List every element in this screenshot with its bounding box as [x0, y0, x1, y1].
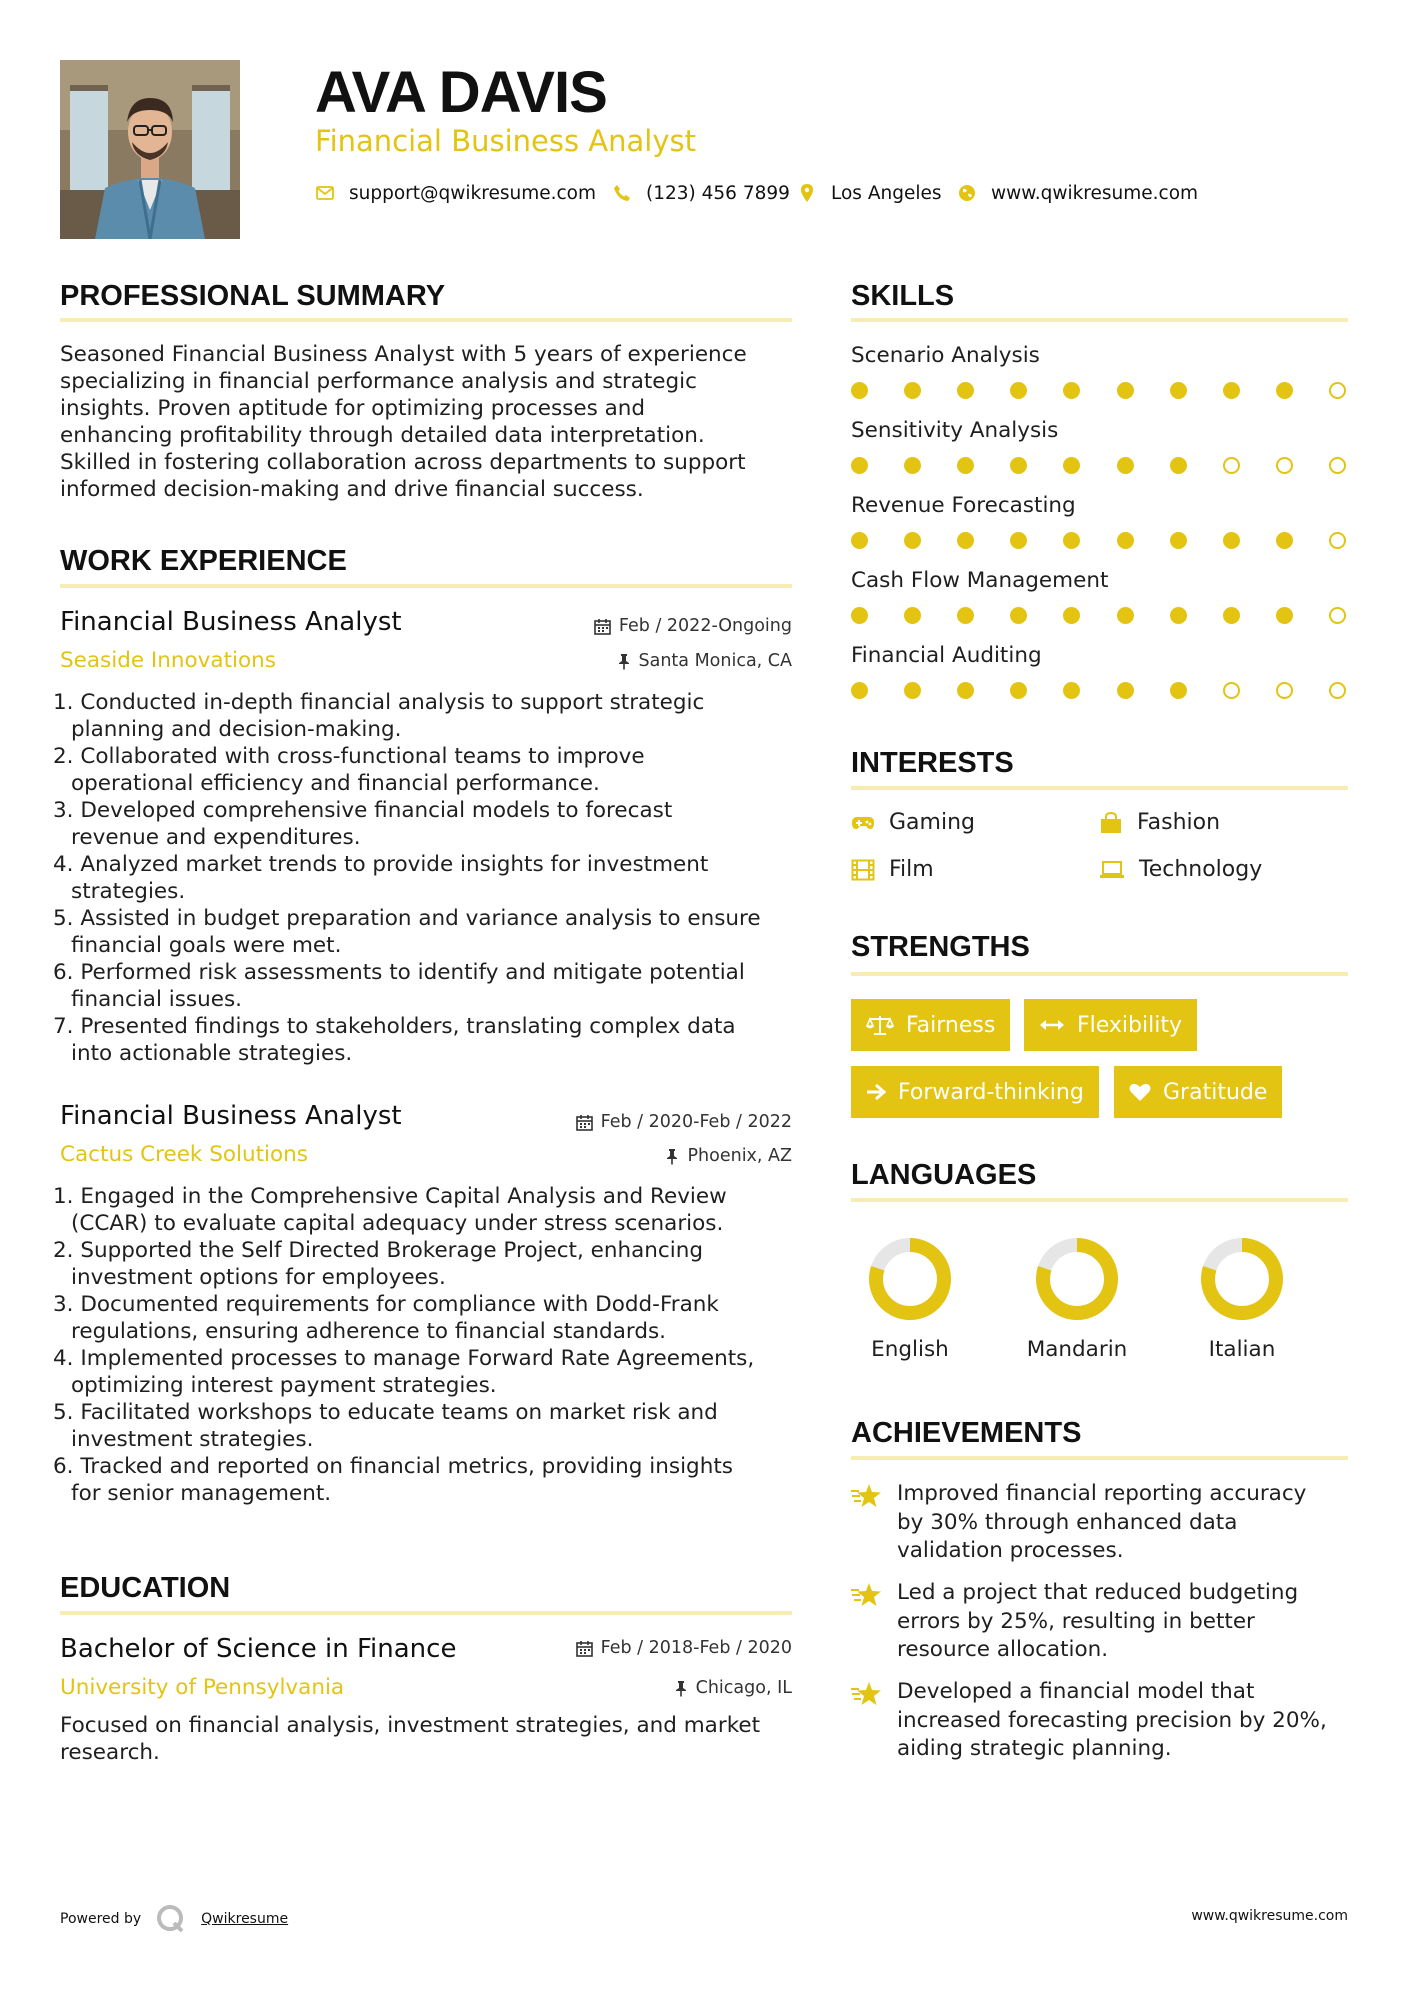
list-item: [53, 1453, 813, 1507]
rating-dot-filled: [1063, 532, 1080, 549]
education-date: [480, 1636, 792, 1660]
rating-dot-filled: [1010, 382, 1027, 399]
candidate-title: Financial Business Analyst: [315, 124, 696, 158]
degree-title: Bachelor of Science in Finance: [60, 1634, 457, 1664]
pin-icon: [665, 1148, 679, 1165]
rating-dot-filled: [904, 607, 921, 624]
map-pin-icon: [797, 183, 817, 203]
skill-rating: [851, 607, 1346, 624]
achievement-text: [897, 1678, 1327, 1764]
rating-dot-filled: [1010, 532, 1027, 549]
interest-label: Gaming: [889, 810, 975, 835]
contact-phone[interactable]: [612, 178, 790, 208]
list-line: revenue and expenditures.: [71, 825, 361, 850]
list-item: [53, 797, 813, 851]
rating-dot-filled: [1117, 532, 1134, 549]
rating-dot-filled: [904, 382, 921, 399]
language-donut: [840, 1234, 980, 1324]
list-line: financial goals were met.: [71, 933, 342, 958]
education-line: Focused on financial analysis, investment strategies, and market: [60, 1713, 761, 1738]
rating-dot-filled: [904, 532, 921, 549]
gamepad-icon: [851, 814, 875, 832]
calendar-icon: [576, 1640, 593, 1657]
list-line: into actionable strategies.: [71, 1041, 353, 1066]
achievement-line: validation processes.: [897, 1538, 1124, 1563]
calendar-icon: [594, 618, 611, 635]
rating-dot-filled: [957, 607, 974, 624]
profile-photo: [60, 60, 240, 239]
list-line: optimizing interest payment strategies.: [71, 1373, 497, 1398]
rating-dot-filled: [904, 457, 921, 474]
footer-website[interactable]: www.qwikresume.com: [1191, 1908, 1348, 1924]
strength-label: Forward-thinking: [898, 1079, 1084, 1105]
list-line: 7. Presented findings to stakeholders, translating complex data: [53, 1014, 736, 1039]
rating-dot-filled: [851, 607, 868, 624]
envelope-icon: [315, 183, 335, 203]
laptop-icon: [1099, 860, 1125, 880]
rating-dot-filled: [1170, 532, 1187, 549]
list-line: for senior management.: [71, 1481, 332, 1506]
rating-dot-empty: [1276, 682, 1293, 699]
job-bullets: [53, 689, 813, 1067]
rating-dot-filled: [1010, 607, 1027, 624]
job-location-text: Santa Monica, CA: [638, 651, 792, 671]
interest-fashion: [1099, 809, 1220, 837]
skill-item: [851, 417, 1346, 474]
contact-website[interactable]: [957, 178, 1198, 208]
rating-dot-filled: [1276, 607, 1293, 624]
company-name: Seaside Innovations: [60, 648, 276, 673]
strength-tag-flexibility: [1024, 999, 1197, 1051]
list-line: 1. Engaged in the Comprehensive Capital Analysis and Review: [53, 1184, 727, 1209]
summary-line: specializing in financial performance analysis and strategic: [60, 369, 697, 394]
list-line: investment options for employees.: [71, 1265, 446, 1290]
job-title: Financial Business Analyst: [60, 1101, 402, 1131]
interest-film: [851, 856, 934, 884]
education-description: [60, 1712, 820, 1766]
strength-tag-gratitude: [1114, 1066, 1282, 1118]
skill-rating: [851, 457, 1346, 474]
rating-dot-filled: [957, 457, 974, 474]
contact-email[interactable]: [315, 178, 596, 208]
rating-dot-filled: [1063, 382, 1080, 399]
skill-label: Sensitivity Analysis: [851, 418, 1059, 443]
strength-tag-forward-thinking: [851, 1066, 1099, 1118]
job-date: [480, 1110, 792, 1134]
language-label: Mandarin: [1026, 1337, 1128, 1362]
arrows-horizontal-icon: [1039, 1018, 1065, 1032]
interests-divider: [851, 786, 1348, 790]
job-date-text: Feb / 2020-Feb / 2022: [600, 1112, 792, 1132]
achievement-item: [851, 1480, 1351, 1566]
rating-dot-filled: [1276, 532, 1293, 549]
list-item: [53, 905, 813, 959]
rating-dot-filled: [1063, 457, 1080, 474]
list-line: investment strategies.: [71, 1427, 314, 1452]
powered-by: [60, 1903, 288, 1935]
star-icon: [851, 1582, 883, 1608]
rating-dot-empty: [1329, 382, 1346, 399]
list-line: 3. Developed comprehensive financial models to forecast: [53, 798, 673, 823]
interest-label: Film: [889, 857, 934, 882]
list-item: [53, 1345, 813, 1399]
job-bullets: [53, 1183, 813, 1507]
achievement-line: increased forecasting precision by 20%,: [897, 1707, 1327, 1733]
rating-dot-filled: [851, 682, 868, 699]
language-item: [1007, 1234, 1147, 1364]
rating-dot-empty: [1329, 682, 1346, 699]
arrow-right-icon: [866, 1083, 886, 1101]
list-line: 2. Supported the Self Directed Brokerage Project, enhancing: [53, 1238, 703, 1263]
skill-item: [851, 342, 1346, 399]
list-item: [53, 959, 813, 1013]
language-label: English: [871, 1337, 949, 1362]
list-line: 1. Conducted in-depth financial analysis to support strategic: [53, 690, 705, 715]
rating-dot-filled: [1170, 607, 1187, 624]
list-item: [53, 689, 813, 743]
summary-text: [60, 341, 800, 503]
list-item: [53, 743, 813, 797]
film-icon: [851, 859, 875, 881]
location-text: Los Angeles: [831, 182, 942, 204]
achievement-line: Improved financial reporting accuracy: [897, 1481, 1307, 1506]
rating-dot-filled: [1010, 682, 1027, 699]
list-line: 4. Analyzed market trends to provide insights for investment: [53, 852, 709, 877]
powered-by-text: Powered by: [60, 1911, 142, 1927]
rating-dot-filled: [904, 682, 921, 699]
job-date: [480, 614, 792, 638]
rating-dot-filled: [1063, 607, 1080, 624]
experience-divider: [60, 584, 792, 588]
interests-heading: INTERESTS: [851, 747, 1014, 779]
rating-dot-filled: [851, 532, 868, 549]
phone-icon: [612, 183, 632, 203]
job-location: [480, 649, 792, 673]
rating-dot-empty: [1223, 457, 1240, 474]
job-location: [480, 1144, 792, 1168]
heart-icon: [1129, 1082, 1151, 1102]
skill-label: Financial Auditing: [851, 643, 1042, 668]
skill-label: Revenue Forecasting: [851, 493, 1076, 518]
languages-divider: [851, 1198, 1348, 1202]
skill-item: [851, 492, 1346, 549]
rating-dot-empty: [1223, 682, 1240, 699]
list-line: strategies.: [71, 879, 186, 904]
skill-rating: [851, 532, 1346, 549]
achievement-item: [851, 1579, 1351, 1665]
list-line: regulations, ensuring adherence to financial standards.: [71, 1319, 667, 1344]
summary-line: enhancing profitability through detailed data interpretation.: [60, 423, 705, 448]
rating-dot-filled: [1170, 382, 1187, 399]
list-line: 2. Collaborated with cross-functional teams to improve: [53, 744, 645, 769]
rating-dot-filled: [1010, 457, 1027, 474]
strengths-heading: STRENGTHS: [851, 931, 1030, 963]
achievements-divider: [851, 1456, 1348, 1460]
skill-item: [851, 642, 1346, 699]
list-item: [53, 1183, 813, 1237]
rating-dot-filled: [1117, 607, 1134, 624]
education-heading: EDUCATION: [60, 1572, 231, 1604]
language-donut: [1172, 1234, 1312, 1324]
list-item: [53, 1237, 813, 1291]
skill-rating: [851, 682, 1346, 699]
job-title: Financial Business Analyst: [60, 607, 402, 637]
summary-heading: PROFESSIONAL SUMMARY: [60, 280, 446, 312]
achievement-text: [897, 1480, 1306, 1566]
skills-heading: SKILLS: [851, 280, 955, 312]
star-icon: [851, 1681, 883, 1707]
list-item: [53, 1291, 813, 1345]
strength-label: Flexibility: [1077, 1012, 1182, 1038]
rating-dot-filled: [1117, 682, 1134, 699]
skill-rating: [851, 382, 1346, 399]
achievement-line: errors by 25%, resulting in better: [897, 1608, 1255, 1634]
skill-label: Cash Flow Management: [851, 568, 1109, 593]
job-date-text: Feb / 2022-Ongoing: [618, 616, 792, 636]
rating-dot-filled: [1063, 682, 1080, 699]
language-item: [1172, 1234, 1312, 1364]
list-item: [53, 1013, 813, 1067]
skill-item: [851, 567, 1346, 624]
list-line: (CCAR) to evaluate capital adequacy under stress scenarios.: [71, 1211, 724, 1236]
phone-text: (123) 456 7899: [646, 182, 790, 204]
strength-tag-fairness: [851, 999, 1010, 1051]
list-line: 4. Implemented processes to manage Forward Rate Agreements,: [53, 1346, 755, 1371]
list-line: 5. Assisted in budget preparation and variance analysis to ensure: [53, 906, 761, 931]
list-line: 3. Documented requirements for compliance with Dodd-Frank: [53, 1292, 719, 1317]
experience-heading: WORK EXPERIENCE: [60, 545, 347, 577]
strength-label: Gratitude: [1163, 1079, 1268, 1105]
list-line: 6. Performed risk assessments to identify and mitigate potential: [53, 960, 745, 985]
rating-dot-filled: [1117, 457, 1134, 474]
strengths-divider: [851, 972, 1348, 976]
list-item: [53, 1399, 813, 1453]
rating-dot-filled: [1276, 382, 1293, 399]
achievement-item: [851, 1678, 1351, 1764]
list-line: financial issues.: [71, 987, 243, 1012]
rating-dot-filled: [1117, 382, 1134, 399]
achievement-line: aiding strategic planning.: [897, 1736, 1172, 1761]
summary-line: Skilled in fostering collaboration across departments to support: [60, 450, 746, 475]
school-name: University of Pennsylvania: [60, 1675, 345, 1700]
achievement-line: by 30% through enhanced data: [897, 1509, 1238, 1535]
education-line: research.: [60, 1740, 160, 1765]
skills-divider: [851, 318, 1348, 322]
rating-dot-filled: [957, 382, 974, 399]
website-text: www.qwikresume.com: [991, 182, 1199, 204]
pin-icon: [674, 1680, 688, 1697]
list-line: planning and decision-making.: [71, 717, 402, 742]
list-item: [53, 851, 813, 905]
star-icon: [851, 1483, 883, 1509]
qwikresume-logo-icon: [155, 1903, 187, 1935]
rating-dot-filled: [1170, 682, 1187, 699]
interest-gaming: [851, 809, 975, 837]
rating-dot-empty: [1329, 457, 1346, 474]
summary-line: informed decision-making and drive financial success.: [60, 477, 644, 502]
interest-label: Technology: [1139, 857, 1263, 882]
achievement-line: Developed a financial model that: [897, 1679, 1255, 1704]
list-line: 5. Facilitated workshops to educate teams on market risk and: [53, 1400, 718, 1425]
email-text: support@qwikresume.com: [349, 182, 596, 204]
language-item: [840, 1234, 980, 1364]
contact-location: [797, 178, 942, 208]
education-date-text: Feb / 2018-Feb / 2020: [600, 1638, 792, 1658]
balance-scale-icon: [866, 1014, 894, 1036]
language-label: Italian: [1208, 1337, 1276, 1362]
rating-dot-filled: [957, 532, 974, 549]
rating-dot-filled: [851, 382, 868, 399]
strength-label: Fairness: [906, 1012, 996, 1038]
achievements-heading: ACHIEVEMENTS: [851, 1417, 1082, 1449]
company-name: Cactus Creek Solutions: [60, 1142, 309, 1167]
calendar-icon: [576, 1114, 593, 1131]
language-donut: [1007, 1234, 1147, 1324]
pin-icon: [617, 653, 631, 670]
candidate-name: AVA DAVIS: [315, 60, 607, 125]
languages-heading: LANGUAGES: [851, 1159, 1037, 1191]
education-divider: [60, 1611, 792, 1615]
list-line: operational efficiency and financial performance.: [71, 771, 600, 796]
achievement-text: [897, 1579, 1298, 1665]
education-location-text: Chicago, IL: [695, 1678, 792, 1698]
list-line: 6. Tracked and reported on financial metrics, providing insights: [53, 1454, 733, 1479]
qwikresume-link[interactable]: Qwikresume: [201, 1911, 289, 1927]
rating-dot-empty: [1329, 607, 1346, 624]
rating-dot-empty: [1276, 457, 1293, 474]
education-location: [480, 1676, 792, 1700]
achievement-line: resource allocation.: [897, 1637, 1109, 1662]
rating-dot-filled: [1223, 607, 1240, 624]
summary-divider: [60, 318, 792, 322]
rating-dot-filled: [1223, 532, 1240, 549]
skill-label: Scenario Analysis: [851, 343, 1040, 368]
rating-dot-empty: [1329, 532, 1346, 549]
rating-dot-filled: [1223, 382, 1240, 399]
summary-line: insights. Proven aptitude for optimizing processes and: [60, 396, 646, 421]
globe-icon: [957, 183, 977, 203]
shopping-bag-icon: [1099, 812, 1123, 834]
interest-label: Fashion: [1137, 810, 1221, 835]
rating-dot-filled: [957, 682, 974, 699]
interest-technology: [1099, 856, 1262, 884]
rating-dot-filled: [851, 457, 868, 474]
summary-line: Seasoned Financial Business Analyst with 5 years of experience: [60, 342, 747, 367]
job-location-text: Phoenix, AZ: [687, 1146, 792, 1166]
rating-dot-filled: [1170, 457, 1187, 474]
achievement-line: Led a project that reduced budgeting: [897, 1580, 1299, 1605]
